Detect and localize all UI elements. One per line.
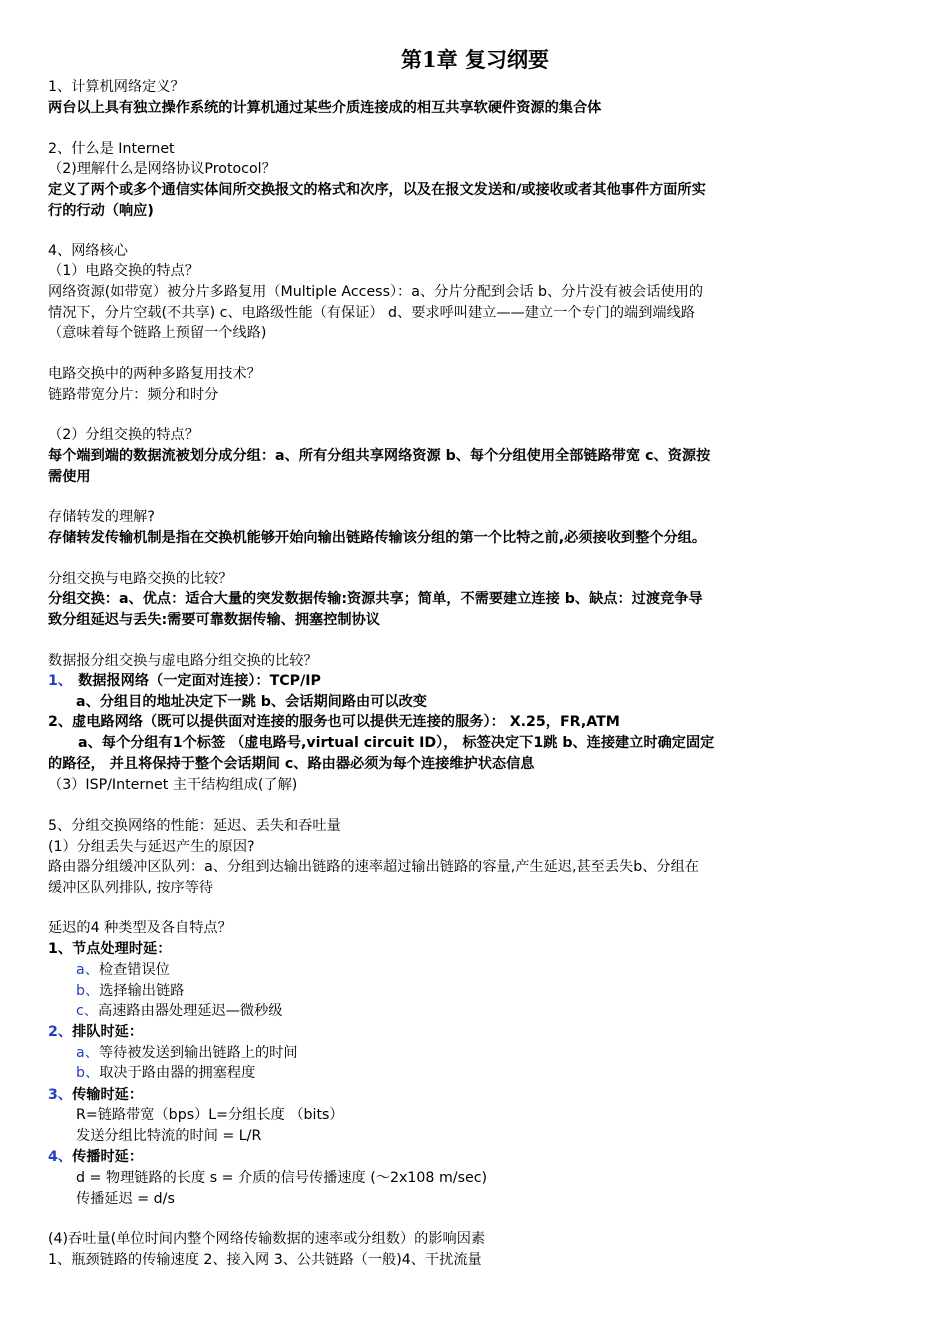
list-number: 4、 xyxy=(48,1149,73,1165)
delay-type-queuing xyxy=(48,1022,143,1042)
answer-multiplexing: 链路带宽分片：频分和时分 xyxy=(48,387,219,403)
processing-item-a xyxy=(76,960,170,980)
virtual-circuit-details-line1: a、每个分组有1个标签 （虚电路号,virtual circuit ID）， 标签决定下1跳 b、连接建立时确定固定 xyxy=(78,735,715,751)
question-throughput: (4)吞吐量(单位时间内整个网络传输数据的速率或分组数）的影响因素 xyxy=(48,1231,486,1247)
virtual-circuit-network-item: 2、虚电路网络（既可以提供面对连接的服务也可以提供无连接的服务）： X.25，FR,ATM xyxy=(48,714,620,730)
delay-type-label: 传播时延： xyxy=(72,1149,144,1165)
item-text: 等待被发送到输出链路上的时间 xyxy=(98,1045,298,1061)
processing-item-b xyxy=(76,981,184,1001)
answer-loss-delay-line1: 路由器分组缓冲区队列：a、分组到达输出链路的速率超过输出链路的容量,产生延迟,甚至丢失b、分组在 xyxy=(48,859,699,875)
item-key: b、 xyxy=(76,1065,100,1081)
heading-performance: 5、分组交换网络的性能：延迟、丢失和吞吐量 xyxy=(48,818,341,834)
transmission-formula: 发送分组比特流的时间 = L/R xyxy=(76,1128,262,1144)
list-number: 1、 xyxy=(48,941,73,957)
delay-type-propagation xyxy=(48,1147,143,1167)
isp-backbone-item: （3）ISP/Internet 主干结构组成(了解) xyxy=(48,777,298,793)
question-store-forward: 存储转发的理解? xyxy=(48,509,155,525)
answer-store-forward: 存储转发传输机制是指在交换机能够开始向输出链路传输该分组的第一个比特之前,必须接收到整个分组。 xyxy=(48,530,707,546)
item-key: a、 xyxy=(76,962,99,978)
question-protocol: （2)理解什么是网络协议Protocol？ xyxy=(48,161,276,177)
list-number: 3、 xyxy=(48,1087,73,1103)
answer-packet-switching-line1: 每个端到端的数据流被划分成分组：a、所有分组共享网络资源 b、每个分组使用全部链路带宽 c、资源按 xyxy=(48,448,711,464)
heading-network-core: 4、网络核心 xyxy=(48,243,128,259)
item-key: a、 xyxy=(76,1045,99,1061)
datagram-network-item xyxy=(48,671,321,691)
answer-packet-vs-circuit-line1: 分组交换：a、优点：适合大量的突发数据传输:资源共享；简单，不需要建立连接 b、缺点：过渡竞争导 xyxy=(48,591,703,607)
question-delay-types: 延迟的4 种类型及各自特点？ xyxy=(48,920,232,936)
answer-packet-switching-line2: 需使用 xyxy=(48,469,91,485)
item-key: b、 xyxy=(76,983,100,999)
processing-item-c xyxy=(76,1001,282,1021)
transmission-formula-definitions: R=链路带宽（bps）L=分组长度 （bits） xyxy=(76,1107,344,1123)
question-datagram-vs-vc: 数据报分组交换与虚电路分组交换的比较？ xyxy=(48,653,318,669)
item-text: 选择输出链路 xyxy=(99,983,185,999)
delay-type-label: 排队时延： xyxy=(72,1024,144,1040)
answer-circuit-switching-line2: 情况下，分片空载(不共享) c、电路级性能（有保证） d、要求呼叫建立——建立一个专门的端到端线路 xyxy=(48,305,695,321)
delay-type-label: 节点处理时延： xyxy=(72,941,172,957)
question-packet-vs-circuit: 分组交换与电路交换的比较？ xyxy=(48,571,233,587)
answer-circuit-switching-line3: （意味着每个链路上预留一个线路) xyxy=(48,325,267,341)
item-text: 检查错误位 xyxy=(98,962,170,978)
delay-type-processing xyxy=(48,939,171,959)
delay-type-label: 传输时延： xyxy=(72,1087,144,1103)
question-circuit-switching: （1）电路交换的特点？ xyxy=(48,263,199,279)
list-number: 1、 xyxy=(48,673,73,689)
queuing-item-b xyxy=(76,1063,255,1083)
item-key: c、 xyxy=(76,1003,98,1019)
question-loss-delay: (1）分组丢失与延迟产生的原因? xyxy=(48,839,255,855)
page-title: 第1章 复习纲要 xyxy=(401,47,549,72)
question-multiplexing: 电路交换中的两种多路复用技术？ xyxy=(48,366,261,382)
question-network-definition: 1、计算机网络定义？ xyxy=(48,79,185,95)
datagram-network-details: a、分组目的地址决定下一跳 b、会话期间路由可以改变 xyxy=(76,694,427,710)
item-text: 高速路由器处理延迟—微秒级 xyxy=(98,1003,283,1019)
datagram-network-label: 数据报网络（一定面对连接）：TCP/IP xyxy=(78,673,321,689)
answer-loss-delay-line2: 缓冲区队列排队, 按序等待 xyxy=(48,880,214,896)
question-what-is-internet: 2、什么是 Internet xyxy=(48,141,175,157)
answer-protocol-line1: 定义了两个或多个通信实体间所交换报文的格式和次序，以及在报文发送和/或接收或者其他事件方面所实 xyxy=(48,182,706,198)
propagation-formula-definitions: d = 物理链路的长度 s = 介质的信号传播速度 (～2x108 m/sec) xyxy=(76,1170,488,1186)
virtual-circuit-details-line2: 的路径， 并且将保持于整个会话期间 c、路由器必须为每个连接维护状态信息 xyxy=(48,756,535,772)
queuing-item-a xyxy=(76,1043,298,1063)
answer-packet-vs-circuit-line2: 致分组延迟与丢失:需要可靠数据传输、拥塞控制协议 xyxy=(48,612,380,628)
answer-protocol-line2: 行的行动（响应) xyxy=(48,203,154,219)
answer-circuit-switching-line1: 网络资源(如带宽）被分片多路复用（Multiple Access）：a、分片分配到会话 b、分片没有被会话使用的 xyxy=(48,284,704,300)
answer-throughput: 1、瓶颈链路的传输速度 2、接入网 3、公共链路（一般)4、干扰流量 xyxy=(48,1252,482,1268)
list-number: 2、 xyxy=(48,1024,73,1040)
delay-type-transmission xyxy=(48,1085,143,1105)
question-packet-switching: （2）分组交换的特点？ xyxy=(48,427,199,443)
propagation-formula: 传播延迟 = d/s xyxy=(76,1191,175,1207)
answer-network-definition: 两台以上具有独立操作系统的计算机通过某些介质连接成的相互共享软硬件资源的集合体 xyxy=(48,100,602,116)
item-text: 取决于路由器的拥塞程度 xyxy=(99,1065,256,1081)
